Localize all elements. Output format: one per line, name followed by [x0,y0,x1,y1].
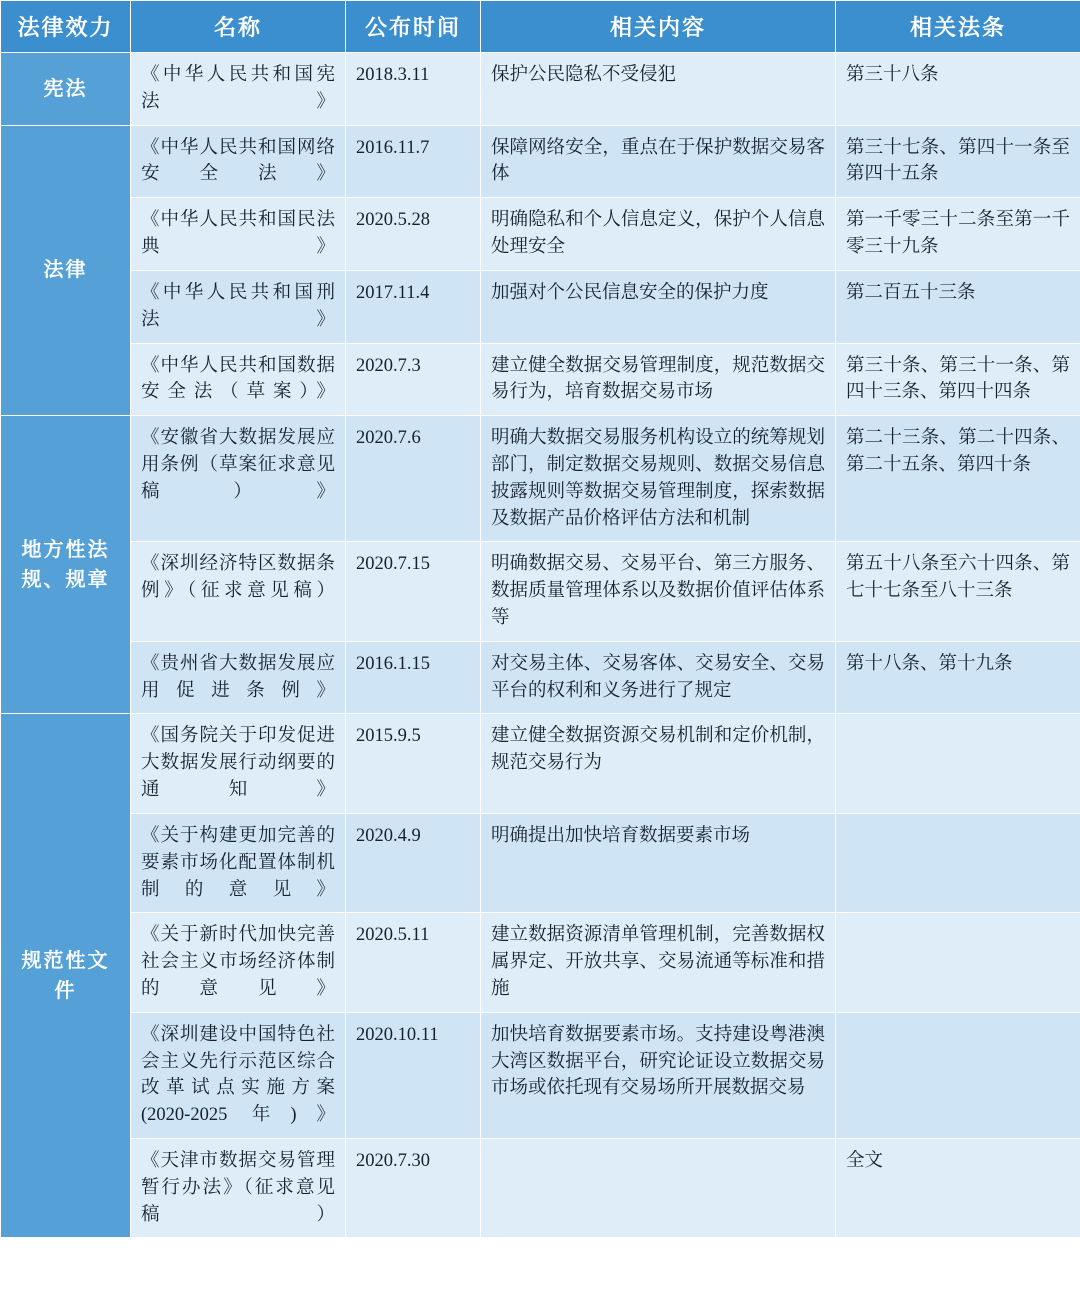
law-name: 《中华人民共和国民法典》 [131,198,346,271]
publish-date: 2018.3.11 [346,53,481,126]
publish-date: 2020.10.11 [346,1012,481,1138]
related-article: 第十八条、第十九条 [836,641,1080,714]
table-header [1,1,1080,53]
related-article: 第三十七条、第四十一条至第四十五条 [836,125,1080,198]
table-body [1,53,1080,1238]
column-header-article: 相关法条 [836,1,1080,53]
related-article: 第二十三条、第二十四条、第二十五条、第四十条 [836,416,1080,542]
related-article: 第三十条、第三十一条、第四十三条、第四十四条 [836,343,1080,416]
column-header-content: 相关内容 [481,1,836,53]
publish-date: 2016.1.15 [346,641,481,714]
law-name: 《深圳经济特区数据条例》（征求意见稿） [131,542,346,641]
table-row [1,542,1080,641]
table-row [1,913,1080,1012]
related-content: 明确提出加快培育数据要素市场 [481,813,836,912]
publish-date: 2020.5.11 [346,913,481,1012]
law-name: 《中华人民共和国数据安全法（草案）》 [131,343,346,416]
publish-date: 2020.7.30 [346,1139,481,1238]
table-row [1,53,1080,126]
table-row [1,1139,1080,1238]
law-name: 《中华人民共和国宪法》 [131,53,346,126]
publish-date: 2020.4.9 [346,813,481,912]
publish-date: 2020.7.3 [346,343,481,416]
law-name: 《中华人民共和国刑法》 [131,270,346,343]
related-article [836,813,1080,912]
table-row [1,813,1080,912]
related-article: 第二百五十三条 [836,270,1080,343]
publish-date: 2020.5.28 [346,198,481,271]
column-header-name: 名称 [131,1,346,53]
table-row [1,641,1080,714]
law-name: 《天津市数据交易管理暂行办法》（征求意见稿） [131,1139,346,1238]
law-name: 《关于新时代加快完善社会主义市场经济体制的意见》 [131,913,346,1012]
effect-cell-law: 法律 [1,125,131,416]
publish-date: 2020.7.15 [346,542,481,641]
related-content: 建立健全数据资源交易机制和定价机制，规范交易行为 [481,714,836,813]
table-row [1,343,1080,416]
related-article [836,714,1080,813]
related-content: 加强对个公民信息安全的保护力度 [481,270,836,343]
related-article [836,913,1080,1012]
related-article: 第五十八条至六十四条、第七十七条至八十三条 [836,542,1080,641]
law-name: 《安徽省大数据发展应用条例（草案征求意见稿）》 [131,416,346,542]
effect-cell-local-regulation: 地方性法规、规章 [1,416,131,714]
publish-date: 2016.11.7 [346,125,481,198]
publish-date: 2017.11.4 [346,270,481,343]
related-content: 明确隐私和个人信息定义，保护个人信息处理安全 [481,198,836,271]
related-article: 全文 [836,1139,1080,1238]
effect-cell-normative-document: 规范性文件 [1,714,131,1238]
related-content: 加快培育数据要素市场。支持建设粤港澳大湾区数据平台，研究论证设立数据交易市场或依托现有交易场所开展数据交易 [481,1012,836,1138]
related-content: 对交易主体、交易客体、交易安全、交易平台的权利和义务进行了规定 [481,641,836,714]
related-content: 建立数据资源清单管理机制，完善数据权属界定、开放共享、交易流通等标准和措施 [481,913,836,1012]
table-row [1,714,1080,813]
related-content: 保障网络安全，重点在于保护数据交易客体 [481,125,836,198]
related-content: 明确大数据交易服务机构设立的统筹规划部门，制定数据交易规则、数据交易信息披露规则等数据交易管理制度，探索数据及数据产品价格评估方法和机制 [481,416,836,542]
law-name: 《深圳建设中国特色社会主义先行示范区综合改革试点实施方案(2020-2025 年)》 [131,1012,346,1138]
related-content: 保护公民隐私不受侵犯 [481,53,836,126]
law-name: 《关于构建更加完善的要素市场化配置体制机制的意见》 [131,813,346,912]
effect-cell-constitution: 宪法 [1,53,131,126]
related-content: 明确数据交易、交易平台、第三方服务、数据质量管理体系以及数据价值评估体系等 [481,542,836,641]
related-article: 第三十八条 [836,53,1080,126]
law-name: 《国务院关于印发促进大数据发展行动纲要的通知》 [131,714,346,813]
law-name: 《贵州省大数据发展应用促进条例》 [131,641,346,714]
table-row [1,125,1080,198]
table-row [1,198,1080,271]
related-content [481,1139,836,1238]
law-name: 《中华人民共和国网络安全法》 [131,125,346,198]
table-row [1,416,1080,542]
publish-date: 2015.9.5 [346,714,481,813]
related-content: 建立健全数据交易管理制度，规范数据交易行为，培育数据交易市场 [481,343,836,416]
table-header-row [1,1,1080,53]
related-article [836,1012,1080,1138]
publish-date: 2020.7.6 [346,416,481,542]
table-row [1,270,1080,343]
column-header-date: 公布时间 [346,1,481,53]
table-row [1,1012,1080,1138]
related-article: 第一千零三十二条至第一千零三十九条 [836,198,1080,271]
column-header-effect: 法律效力 [1,1,131,53]
